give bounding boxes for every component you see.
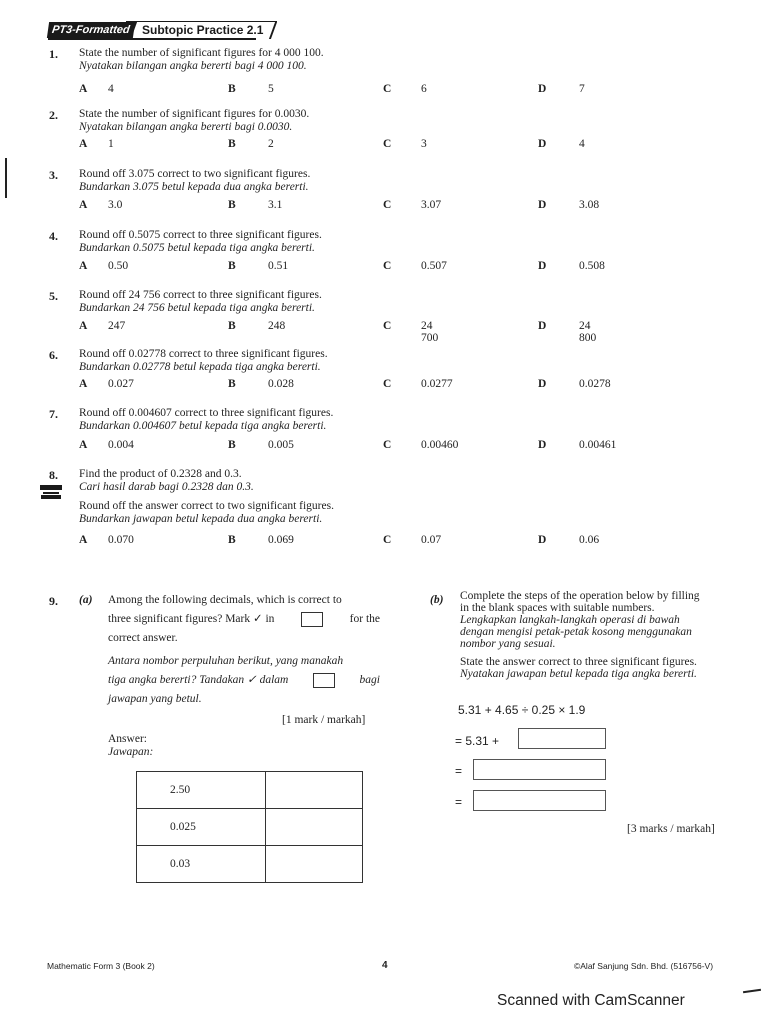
option-a[interactable] <box>79 378 134 390</box>
option-letter: B <box>228 439 236 451</box>
part-a-label: (a) <box>79 594 93 606</box>
checkbox-sample-ms <box>313 673 335 688</box>
question-stem <box>79 168 310 194</box>
question-number: 9. <box>49 594 58 608</box>
part-b-text <box>460 590 732 680</box>
question-stem <box>79 229 322 255</box>
option-a[interactable] <box>79 439 134 451</box>
option-letter: C <box>383 378 392 390</box>
option-d[interactable] <box>538 260 605 272</box>
option-c[interactable] <box>383 320 439 344</box>
option-letter: D <box>538 199 547 211</box>
choice-value: 0.03 <box>137 846 266 883</box>
option-value: 0.507 <box>421 260 447 272</box>
option-b[interactable] <box>228 378 294 390</box>
option-value: 3.08 <box>579 199 600 211</box>
option-letter: B <box>228 260 236 272</box>
option-value: 2 <box>268 138 274 150</box>
step3-equals: = <box>455 795 463 809</box>
page-number: 4 <box>382 960 388 971</box>
option-letter: B <box>228 378 236 390</box>
option-value: 4 <box>108 83 114 95</box>
answer-label: Answer: <box>108 733 147 745</box>
option-letter: A <box>79 138 88 150</box>
option-letter: D <box>538 260 547 272</box>
stem-english: Round off 0.02778 correct to three significant figures. <box>79 348 328 360</box>
part-a-ms-line2a: tiga angka bererti? Tandakan ✓ dalam <box>108 674 289 686</box>
option-value: 3.0 <box>108 199 123 211</box>
stem-english: Round off 0.004607 correct to three significant figures. <box>79 407 334 419</box>
option-letter: A <box>79 199 88 211</box>
option-letter: C <box>383 199 392 211</box>
tick-cell[interactable] <box>266 772 363 809</box>
question-number: 1. <box>49 47 58 61</box>
option-letter: C <box>383 320 392 332</box>
step3-input[interactable] <box>473 790 606 811</box>
choice-value: 2.50 <box>137 772 266 809</box>
option-letter: A <box>79 260 88 272</box>
answer-table <box>136 771 363 883</box>
option-value: 0.508 <box>579 260 605 272</box>
part-a-ms-line3: jawapan yang betul. <box>108 693 202 705</box>
option-value: 247 <box>108 320 126 332</box>
stem-malay: Bundarkan 0.02778 betul kepada tiga angka bererti. <box>79 361 321 373</box>
part-b-ms-line4: Nyatakan jawapan betul kepada tiga angka bererti. <box>460 668 697 680</box>
option-letter: C <box>383 260 392 272</box>
stem-english: Find the product of 0.2328 and 0.3. <box>79 468 242 480</box>
part-a-marks: [1 mark / markah] <box>282 714 366 726</box>
option-value: 0.0278 <box>579 378 611 390</box>
stem-malay: Bundarkan 0.5075 betul kepada tiga angka bererti. <box>79 242 315 254</box>
option-value: 5 <box>268 83 274 95</box>
option-c[interactable] <box>383 83 427 95</box>
option-letter: A <box>79 534 88 546</box>
book-title-footer: Mathematic Form 3 (Book 2) <box>47 961 155 971</box>
option-value: 7 <box>579 83 585 95</box>
part-b-ms-line2: dengan mengisi petak-petak kosong menggunakan <box>460 626 692 638</box>
tick-cell[interactable] <box>266 809 363 846</box>
option-c[interactable] <box>383 439 459 451</box>
stem-english: Round off 0.5075 correct to three significant figures. <box>79 229 322 241</box>
option-letter: B <box>228 138 236 150</box>
question-number: 4. <box>49 229 58 243</box>
stem-english: Round off 24 756 correct to three significant figures. <box>79 289 322 301</box>
option-d[interactable] <box>538 439 617 451</box>
part-b-en-line1: Complete the steps of the operation below by filling <box>460 590 700 602</box>
part-a-ms-line1: Antara nombor perpuluhan berikut, yang manakah <box>108 655 344 667</box>
stem-malay: Nyatakan bilangan angka bererti bagi 4 000 100. <box>79 60 307 72</box>
question-number: 2. <box>49 108 58 122</box>
option-b[interactable] <box>228 320 286 332</box>
question-stem <box>79 348 328 374</box>
answer-row <box>137 772 363 809</box>
question-stem <box>79 407 333 433</box>
question-stem <box>79 108 309 134</box>
option-letter: D <box>538 83 547 95</box>
step2-equals: = <box>455 764 463 778</box>
stem-english: Round off the answer correct to two significant figures. <box>79 500 334 512</box>
part-a-en-line3: correct answer. <box>108 632 178 644</box>
stem-english: Round off 3.075 correct to two significant figures. <box>79 168 311 180</box>
question-stem <box>79 468 334 526</box>
option-letter: C <box>383 534 392 546</box>
scan-corner-mark <box>743 989 761 993</box>
stem-malay: Cari hasil darab bagi 0.2328 dan 0.3. <box>79 481 254 493</box>
option-letter: D <box>538 439 547 451</box>
step1-prefix: = 5.31 + <box>455 734 500 748</box>
part-b-ms-line1: Lengkapkan langkah-langkah operasi di bawah <box>460 614 680 626</box>
option-value: 0.50 <box>108 260 129 272</box>
checkbox-sample <box>301 612 323 627</box>
option-value: 248 <box>268 320 286 332</box>
option-b[interactable] <box>228 439 294 451</box>
part-a-en-line2b: for the <box>349 613 380 625</box>
option-b[interactable] <box>228 260 289 272</box>
stem-english: State the number of significant figures for 0.0030. <box>79 108 310 120</box>
option-letter: C <box>383 138 392 150</box>
option-a[interactable] <box>79 138 114 150</box>
option-value: 3 <box>421 138 427 150</box>
option-letter: B <box>228 320 236 332</box>
answer-row <box>137 809 363 846</box>
pt3-marker-icon <box>40 484 62 500</box>
option-a[interactable] <box>79 199 123 211</box>
question-number: 6. <box>49 348 58 362</box>
question-number: 8. <box>49 468 58 482</box>
question-stem <box>79 289 322 315</box>
option-value: 0.0277 <box>421 378 453 390</box>
option-c[interactable] <box>383 378 453 390</box>
option-letter: B <box>228 199 236 211</box>
part-a-en-line2a: three significant figures? Mark ✓ in <box>108 613 275 625</box>
option-c[interactable] <box>383 199 442 211</box>
option-letter: C <box>383 83 392 95</box>
option-value: 0.00461 <box>579 439 617 451</box>
tick-cell[interactable] <box>266 846 363 883</box>
option-letter: D <box>538 138 547 150</box>
option-value: 0.005 <box>268 439 294 451</box>
option-a[interactable] <box>79 83 114 95</box>
option-value: 0.070 <box>108 534 134 546</box>
option-value: 0.069 <box>268 534 294 546</box>
option-d[interactable] <box>538 378 611 390</box>
stem-malay: Bundarkan 0.004607 betul kepada tiga angka bererti. <box>79 420 327 432</box>
option-value: 4 <box>579 138 585 150</box>
choice-value: 0.025 <box>137 809 266 846</box>
option-c[interactable] <box>383 534 442 546</box>
option-a[interactable] <box>79 534 134 546</box>
expression: 5.31 + 4.65 ÷ 0.25 × 1.9 <box>458 703 586 717</box>
option-letter: D <box>538 534 547 546</box>
stem-english: State the number of significant figures for 4 000 100. <box>79 47 324 59</box>
option-value: 0.51 <box>268 260 289 272</box>
part-b-marks: [3 marks / markah] <box>627 823 715 835</box>
question-number: 3. <box>49 168 58 182</box>
option-value: 3.1 <box>268 199 283 211</box>
option-d[interactable] <box>538 138 585 150</box>
step2-input[interactable] <box>473 759 606 780</box>
stem-malay: Bundarkan 3.075 betul kepada dua angka bererti. <box>79 181 309 193</box>
scan-edge-mark <box>5 158 7 198</box>
option-d[interactable] <box>538 199 600 211</box>
option-letter: B <box>228 534 236 546</box>
option-letter: A <box>79 320 88 332</box>
part-b-ms-line3: nombor yang sesuai. <box>460 638 556 650</box>
option-b[interactable] <box>228 138 274 150</box>
question-number: 5. <box>49 289 58 303</box>
jawapan-label: Jawapan: <box>108 746 154 758</box>
stem-malay: Bundarkan 24 756 betul kepada tiga angka bererti. <box>79 302 315 314</box>
option-value: 24 700 <box>421 320 439 344</box>
question-number: 7. <box>49 407 58 421</box>
option-d[interactable] <box>538 320 597 344</box>
option-value: 0.027 <box>108 378 134 390</box>
option-value: 1 <box>108 138 114 150</box>
part-b-en-line2: in the blank spaces with suitable numbers. <box>460 602 655 614</box>
option-a[interactable] <box>79 320 126 332</box>
option-value: 0.00460 <box>421 439 459 451</box>
stem-malay: Bundarkan jawapan betul kepada dua angka bererti. <box>79 513 323 525</box>
part-b-en-line3: State the answer correct to three significant figures. <box>460 656 697 668</box>
option-b[interactable] <box>228 83 274 95</box>
copyright-footer: ©Alaf Sanjung Sdn. Bhd. (516756-V) <box>574 961 714 971</box>
option-letter: B <box>228 83 236 95</box>
option-c[interactable] <box>383 138 427 150</box>
option-value: 24 800 <box>579 320 597 344</box>
step1-input[interactable] <box>518 728 606 749</box>
question-stem <box>79 47 324 73</box>
part-b-label: (b) <box>430 594 444 606</box>
option-letter: C <box>383 439 392 451</box>
option-value: 0.028 <box>268 378 294 390</box>
option-letter: D <box>538 320 547 332</box>
answer-row <box>137 846 363 883</box>
part-a-ms-line2b: bagi <box>359 674 380 686</box>
option-value: 3.07 <box>421 199 442 211</box>
option-value: 6 <box>421 83 427 95</box>
header-rule <box>48 38 256 40</box>
section-title: Subtopic Practice 2.1 <box>126 21 277 38</box>
option-value: 0.004 <box>108 439 134 451</box>
option-letter: A <box>79 439 88 451</box>
option-b[interactable] <box>228 199 283 211</box>
option-d[interactable] <box>538 83 585 95</box>
option-value: 0.07 <box>421 534 442 546</box>
part-a-en-line1: Among the following decimals, which is correct to <box>108 594 342 606</box>
option-letter: A <box>79 378 88 390</box>
option-letter: A <box>79 83 88 95</box>
part-a-text <box>108 591 380 709</box>
option-b[interactable] <box>228 534 294 546</box>
stem-malay: Nyatakan bilangan angka bererti bagi 0.0030. <box>79 121 293 133</box>
camscanner-watermark: Scanned with CamScanner <box>497 992 685 1009</box>
option-a[interactable] <box>79 260 129 272</box>
option-value: 0.06 <box>579 534 600 546</box>
option-c[interactable] <box>383 260 447 272</box>
pt3-formatted-badge: PT3-Formatted <box>47 22 135 38</box>
option-letter: D <box>538 378 547 390</box>
option-d[interactable] <box>538 534 600 546</box>
